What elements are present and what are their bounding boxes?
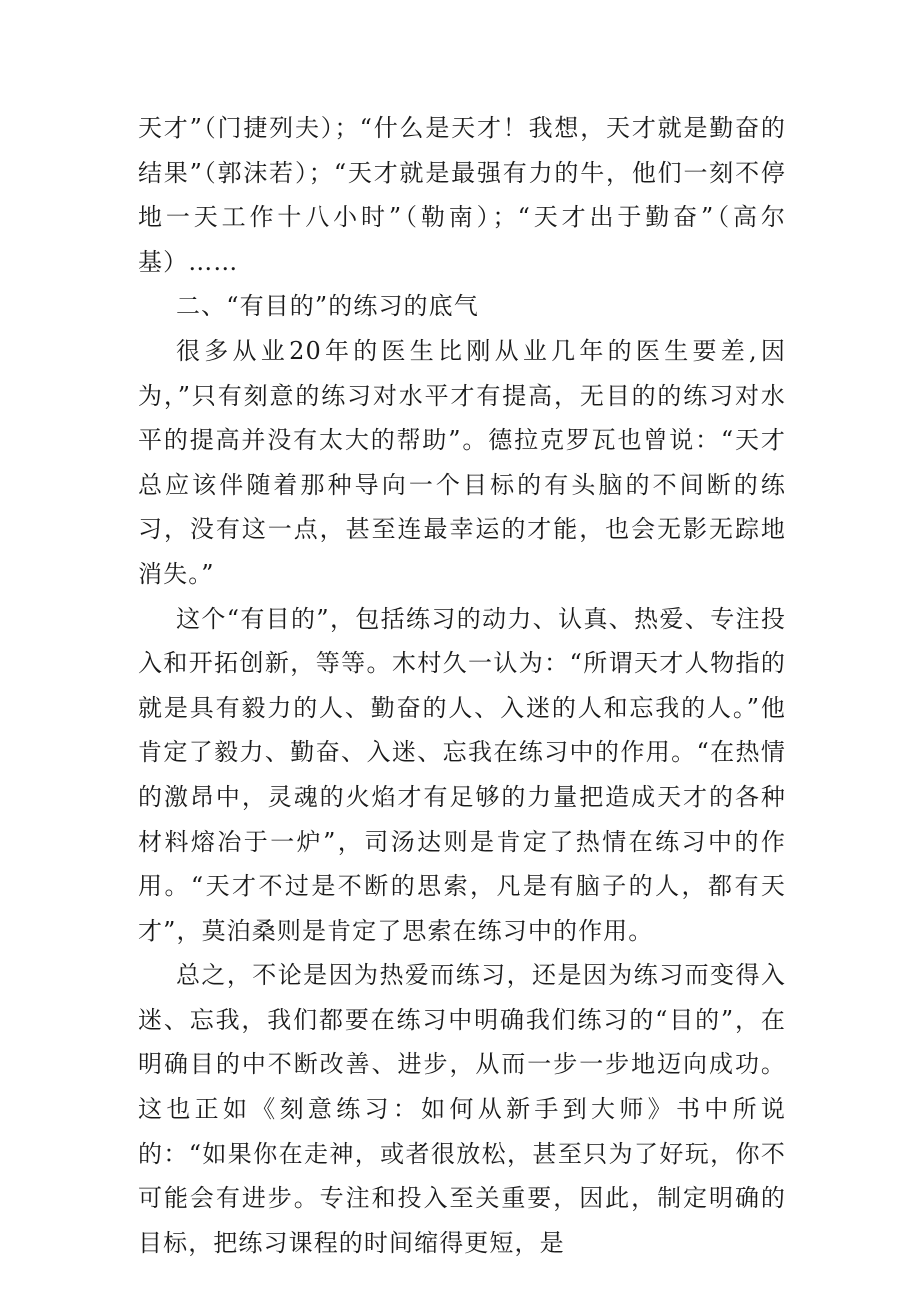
- document-page: [138, 106, 786, 1265]
- section-heading: 二、“有目的”的练习的底气: [176, 292, 479, 321]
- paragraph-purposeful-practice: 很多从业20年的医生比刚从业几年的医生要差,因为，”只有刻意的练习对水平才有提高，无目的的练习对水平的提高并没有太大的帮助”。德拉克罗瓦也曾说：“天才总应该伴随着那种导向一个目标的有头脑的不间断的练习，没有这一点，甚至连最幸运的才能，也会无影无踪地消失。”: [138, 336, 786, 588]
- paragraph-summary: 总之，不论是因为热爱而练习，还是因为练习而变得入迷、忘我，我们都要在练习中明确我们练习的“目的”，在明确目的中不断改善、进步，从而一步一步地迈向成功。这也正如《刻意练习：如何从新手到大师》书中所说的：“如果你在走神，或者很放松，甚至只为了好玩，你不可能会有进步。专注和投入至关重要，因此，制定明确的目标，把练习课程的时间缩得更短，是: [138, 961, 786, 1257]
- paragraph-meaning-of-purpose: 这个“有目的”，包括练习的动力、认真、热爱、专注投入和开拓创新，等等。木村久一认为：“所谓天才人物指的就是具有毅力的人、勤奋的人、入迷的人和忘我的人。”他肯定了毅力、勤奋、入迷、忘我在练习中的作用。“在热情的激昂中，灵魂的火焰才有足够的力量把造成天才的各种材料熔冶于一炉”，司汤达则是肯定了热情在练习中的作用。“天才不过是不断的思索，凡是有脑子的人，都有天才”，莫泊桑则是肯定了思索在练习中的作用。: [138, 604, 786, 945]
- paragraph-continuation: 天才”（门捷列夫）；“什么是天才！我想，天才就是勤奋的结果”（郭沫若）；“天才就是最强有力的牛，他们一刻不停地一天工作十八小时”（勒南）；“天才出于勤奋”（高尔基）……: [138, 114, 786, 276]
